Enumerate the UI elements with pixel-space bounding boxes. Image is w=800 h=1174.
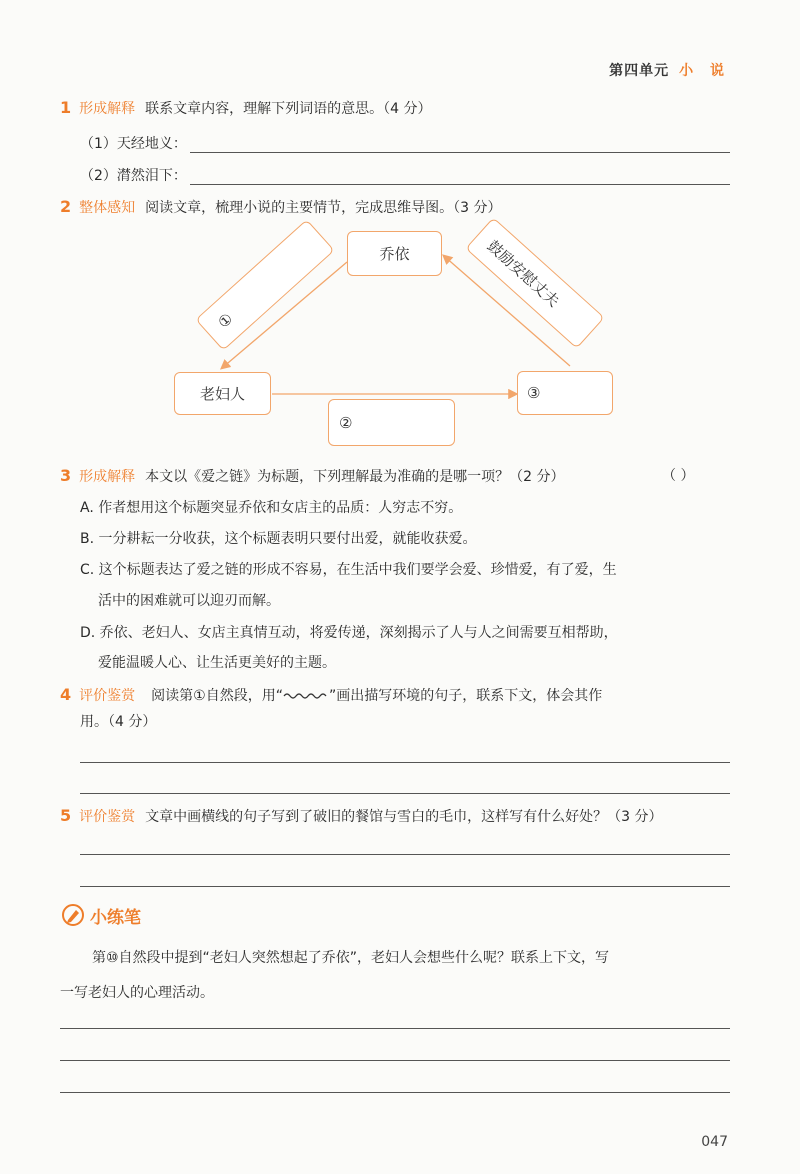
node-qiaoyi: [347, 231, 442, 276]
blank-2-label: ②: [339, 413, 353, 432]
q4-title: [60, 685, 602, 706]
practice-title: 小练笔: [90, 907, 141, 928]
q4-prompt-a: 阅读第①自然段，用“: [151, 688, 283, 704]
q2-number: 2: [60, 197, 72, 216]
q3-option-d-line1: D. 乔依、老妇人、女店主真情互动，将爱传递，深刻揭示了人与人之间需要互相帮助，: [80, 625, 618, 641]
q4-number: 4: [60, 685, 72, 704]
q5-prompt: 文章中画横线的句子写到了破旧的餐馆与雪白的毛巾，这样写有什么好处？（3 分）: [145, 809, 663, 825]
practice-answer-line-2[interactable]: [60, 1060, 730, 1061]
q3-tag: 形成解释: [79, 469, 136, 485]
blank-box-2[interactable]: [328, 399, 455, 446]
practice-heading: [60, 902, 141, 928]
q5-title: [60, 806, 663, 827]
q3-prompt: 本文以《爱之链》为标题，下列理解最为准确的是哪一项？（2 分）: [145, 469, 565, 485]
q3-option-d-line2: 爱能温暖人心、让生活更美好的主题。: [98, 655, 336, 671]
q3-option-c[interactable]: [80, 560, 740, 580]
q1-tag: 形成解释: [79, 101, 136, 117]
unit-label: 第四单元: [609, 63, 670, 79]
q3-option-a[interactable]: A. 作者想用这个标题突显乔依和女店主的品质：人穷志不穷。: [80, 500, 463, 516]
q3-option-d[interactable]: [80, 623, 618, 643]
q3-number: 3: [60, 466, 72, 485]
q3-option-b[interactable]: B. 一分耕耘一分收获，这个标题表明只要付出爱，就能收获爱。: [80, 531, 477, 547]
q1-item-1: （1）天经地义：: [80, 136, 187, 152]
practice-prompt-line2: 一写老妇人的心理活动。: [60, 985, 214, 1001]
q5-answer-line-1[interactable]: [80, 854, 730, 855]
q1-number: 1: [60, 98, 72, 117]
q3-option-c-line2: 活中的困难就可以迎刃而解。: [98, 593, 280, 609]
genre-label: 小 说: [679, 63, 730, 79]
practice-prompt-line1: 第⑩自然段中提到“老妇人突然想起了乔依”，老妇人会想些什么呢？联系上下文，写: [92, 950, 610, 966]
node-qiaoyi-label: 乔依: [379, 245, 410, 263]
q2-tag: 整体感知: [79, 200, 136, 216]
practice-answer-line-1[interactable]: [60, 1028, 730, 1029]
q5-tag: 评价鉴赏: [79, 809, 136, 825]
q3-option-c-line1: C. 这个标题表达了爱之链的形成不容易，在生活中我们要学会爱、珍惜爱，有了爱，生: [80, 562, 617, 578]
q4-prompt-c: 用。（4 分）: [80, 714, 157, 730]
q5-number: 5: [60, 806, 72, 825]
q4-prompt-b: ”画出描写环境的句子，联系下文，体会其作: [328, 688, 603, 704]
node-old-woman: [174, 372, 271, 415]
q4-answer-line-2[interactable]: [80, 793, 730, 794]
q5-answer-line-2[interactable]: [80, 886, 730, 887]
given-box-label: 鼓励安慰丈夫: [484, 236, 563, 311]
q1-item-2: （2）潸然泪下：: [80, 168, 187, 184]
page-number: 047: [701, 1134, 728, 1150]
pen-icon: [60, 902, 86, 928]
wavy-underline-icon: [283, 691, 329, 701]
blank-1-label: ①: [214, 309, 237, 332]
node-old-woman-label: 老妇人: [199, 385, 245, 403]
q4-answer-line-1[interactable]: [80, 762, 730, 763]
practice-answer-line-3[interactable]: [60, 1092, 730, 1093]
blank-3-label: ③: [527, 384, 541, 402]
q4-tag: 评价鉴赏: [79, 688, 136, 704]
q1-prompt: 联系文章内容，理解下列词语的意思。（4 分）: [145, 101, 432, 117]
blank-box-3[interactable]: [517, 371, 613, 415]
q2-prompt: 阅读文章，梳理小说的主要情节，完成思维导图。（3 分）: [145, 200, 502, 216]
q3-answer-paren[interactable]: （ ）: [662, 468, 695, 484]
q3-title: [60, 466, 565, 487]
